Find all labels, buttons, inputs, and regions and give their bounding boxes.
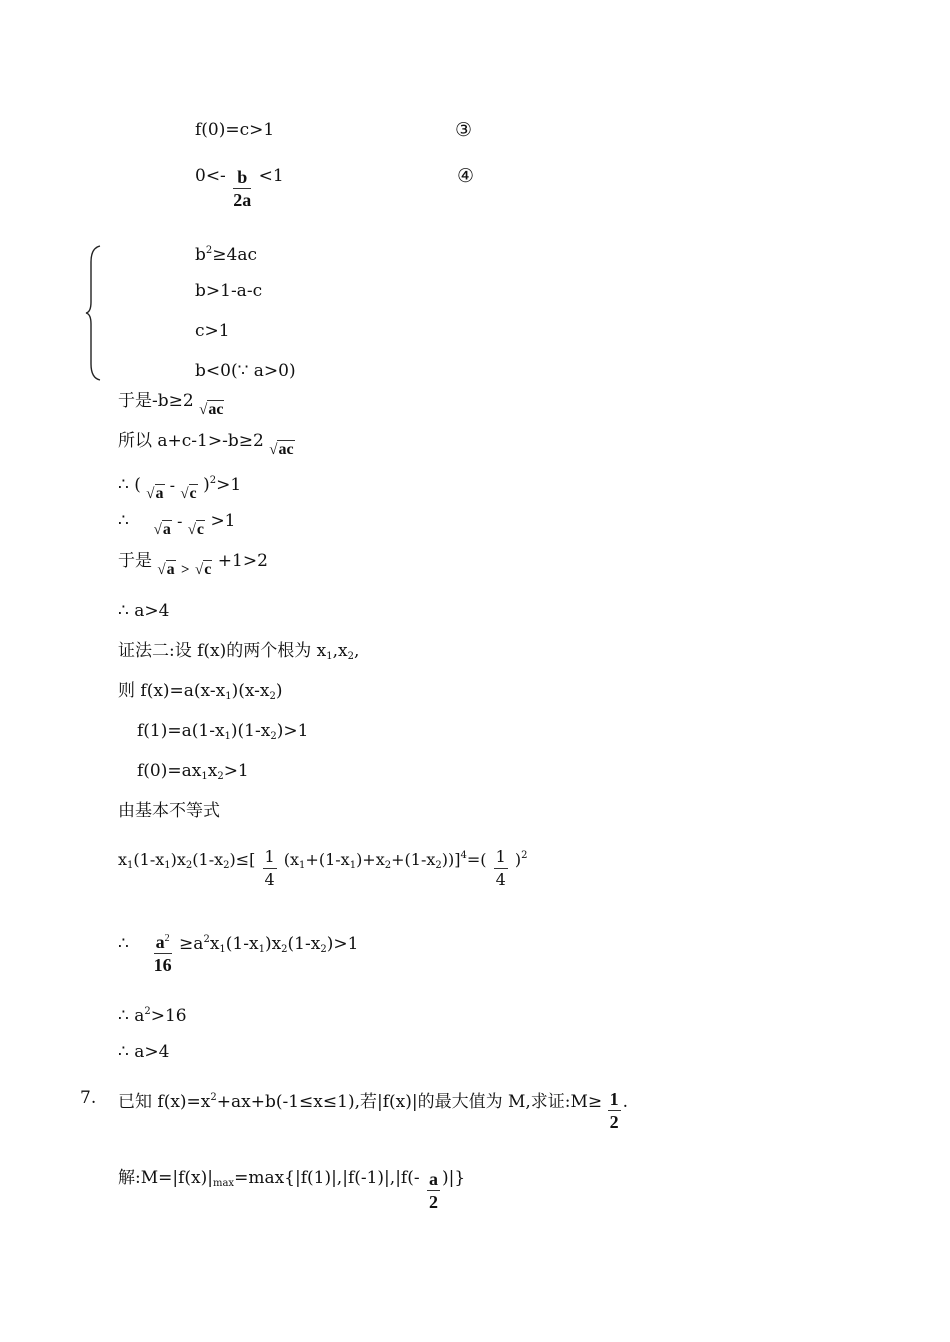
text: ,x [332, 641, 348, 661]
text: )>1 [326, 934, 359, 954]
left-brace [84, 244, 104, 382]
text: )x [170, 850, 186, 869]
text: <1 [258, 166, 284, 186]
denominator: 2a [233, 190, 252, 210]
text: +ax+b(-1≤x≤1),若|f(x)|的最大值为 M,求证:M≥ [216, 1092, 603, 1112]
sub: 1 [299, 860, 306, 871]
text: >1 [223, 761, 249, 781]
text: 解:M=|f(x)| [118, 1168, 213, 1188]
text: b>1-a-c [195, 281, 263, 301]
line-f0 [195, 120, 274, 140]
text: )(1-x [230, 721, 271, 741]
marker: ④ [457, 165, 475, 187]
sub: 1 [349, 860, 357, 871]
sqrt-c: √c [187, 521, 205, 538]
fraction-one-quarter [263, 846, 277, 891]
sup: 2 [144, 1006, 151, 1017]
text: 已知 f(x)=x [118, 1092, 211, 1112]
radicand: a [155, 485, 164, 502]
text: +(1-x [305, 850, 350, 869]
sup: 2 [203, 934, 210, 945]
sub: 2 [270, 731, 277, 742]
line-conclusion-1 [118, 601, 169, 621]
denominator: 2 [609, 1112, 619, 1132]
text: ∴ [118, 934, 129, 954]
problem-number [80, 1088, 96, 1108]
minus: - [169, 478, 175, 494]
line-vertex-condition [195, 166, 284, 211]
sub: 2 [320, 944, 327, 955]
sub: 1 [127, 860, 134, 871]
line-therefore-square [118, 471, 241, 504]
sub: max [212, 1178, 235, 1189]
greater-than: > [181, 562, 190, 578]
sub: 1 [326, 651, 333, 662]
text: +(1-x [391, 850, 436, 869]
text: , [354, 641, 360, 661]
fraction-one-quarter-2 [494, 846, 508, 891]
text: ) [514, 850, 522, 869]
system-line-1 [195, 241, 257, 265]
circled-number-4 [457, 166, 474, 186]
radicand: a [162, 521, 171, 538]
text: =max{|f(1)|,|f(-1)|,|f(- [234, 1168, 420, 1188]
numerator: a [429, 1169, 438, 1189]
sqrt-a: √a [157, 561, 175, 578]
numerator: 1 [609, 1089, 619, 1109]
marker: ③ [455, 119, 473, 141]
line-factor-form [118, 681, 282, 707]
numerator: b [233, 166, 251, 189]
text: . [622, 1092, 628, 1112]
sub: 2 [281, 944, 288, 955]
text: >16 [150, 1006, 187, 1026]
line-a-squared-gt-16 [118, 1002, 187, 1026]
text: =( [466, 850, 487, 869]
sub: 2 [217, 771, 224, 782]
text: f(1)=a(1-x [137, 721, 225, 741]
denominator: 4 [264, 870, 275, 889]
text: (1-x [287, 934, 321, 954]
fraction-b-over-2a [233, 166, 251, 211]
sub: 2 [384, 860, 392, 871]
sub: 1 [225, 691, 232, 702]
numerator: 1 [263, 846, 277, 869]
text: b<0(∵ a>0) [195, 361, 296, 381]
text: ∴ a>4 [118, 1042, 170, 1062]
text: 由基本不等式 [118, 801, 220, 821]
sup: 4 [460, 850, 467, 861]
numerator [154, 928, 172, 954]
system-line-4 [195, 361, 296, 381]
radicand: a [166, 561, 175, 578]
text: ) [275, 681, 283, 701]
sub: 2 [185, 860, 193, 871]
minus: - [177, 514, 183, 530]
problem-7-statement [118, 1088, 628, 1133]
system-line-3 [195, 321, 230, 341]
line-method-two [118, 641, 359, 667]
text: +1>2 [217, 551, 268, 571]
text: f(0)=ax [137, 761, 202, 781]
sub: 1 [224, 731, 231, 742]
sub: 1 [258, 944, 265, 955]
denominator: 16 [153, 955, 172, 975]
sqrt-ac: √ac [269, 441, 294, 458]
text: c>1 [195, 321, 230, 341]
text: 证法二:设 f(x)的两个根为 x [118, 641, 327, 661]
sub: 1 [164, 860, 171, 871]
text: ∴ ( [118, 475, 141, 495]
sup: 2 [164, 933, 170, 944]
text: ≥a [179, 934, 204, 954]
text: 于是 [118, 551, 152, 571]
sub: 2 [347, 651, 355, 662]
line-yushi-1 [118, 391, 224, 420]
sup: 2 [209, 475, 217, 486]
text: ∴ a [118, 1006, 145, 1026]
text: )x [264, 934, 282, 954]
line-suoyi [118, 431, 295, 460]
text: x [209, 934, 220, 954]
text: ≥4ac [212, 245, 257, 265]
line-therefore-diff [118, 511, 236, 540]
text: 则 f(x)=a(x-x [118, 681, 226, 701]
sup: 2 [205, 245, 213, 256]
fraction-a-over-2 [427, 1168, 440, 1213]
text: (1-x [192, 850, 224, 869]
line-f0-factor [137, 761, 249, 787]
line-basic-inequality [118, 801, 220, 821]
fraction-a2-over-16 [154, 928, 172, 976]
radicand: c [189, 485, 197, 502]
text: ∴ [118, 511, 129, 531]
text: ) [203, 475, 210, 495]
text: 所以 a+c-1>-b≥2 [118, 431, 264, 451]
sqrt-c: √c [195, 561, 212, 578]
radicand: c [196, 521, 205, 538]
line-f1-factor [137, 721, 308, 747]
text: (1-x [225, 934, 259, 954]
text: 7. [80, 1088, 97, 1108]
text: x [118, 850, 128, 869]
numerator: 1 [494, 846, 508, 869]
text: (x [283, 850, 300, 869]
text: b [195, 245, 206, 265]
text: )>1 [276, 721, 309, 741]
text: >1 [216, 475, 242, 495]
text: )+x [356, 850, 385, 869]
sqrt-a: √a [146, 485, 164, 502]
text: )(x-x [231, 681, 270, 701]
circled-number-3 [455, 120, 472, 140]
sup: 2 [521, 850, 528, 861]
text: >1 [210, 511, 236, 531]
sub: 2 [435, 860, 442, 871]
text: 0<- [195, 166, 226, 186]
line-conclusion-2 [118, 1042, 169, 1062]
fraction-one-half [608, 1088, 621, 1133]
sqrt-ac: √ac [199, 401, 224, 418]
sub: 2 [223, 860, 230, 871]
sqrt-c: √c [180, 485, 197, 502]
line-am-gm [118, 846, 528, 891]
text: )≤[ [229, 850, 256, 869]
sub: 1 [201, 771, 208, 782]
line-text: f(0)=c>1 [195, 120, 275, 140]
radicand: ac [208, 401, 224, 418]
text: ))] [441, 850, 461, 869]
sqrt-a: √a [153, 521, 171, 538]
radicand: ac [278, 441, 294, 458]
text: (1-x [133, 850, 165, 869]
line-a-squared-over-16 [118, 930, 358, 976]
sup: 2 [210, 1092, 217, 1103]
base: a [155, 932, 165, 952]
text: x [207, 761, 218, 781]
line-yushi-2 [118, 551, 268, 580]
text: ∴ a>4 [118, 601, 170, 621]
sub: 2 [269, 691, 276, 702]
solution-line [118, 1168, 465, 1213]
denominator: 2 [429, 1192, 438, 1212]
sub: 1 [219, 944, 226, 955]
denominator: 4 [495, 870, 506, 889]
text: )|} [442, 1168, 466, 1188]
radicand: c [204, 561, 212, 578]
text: 于是-b≥2 [118, 391, 194, 411]
system-line-2 [195, 281, 262, 301]
